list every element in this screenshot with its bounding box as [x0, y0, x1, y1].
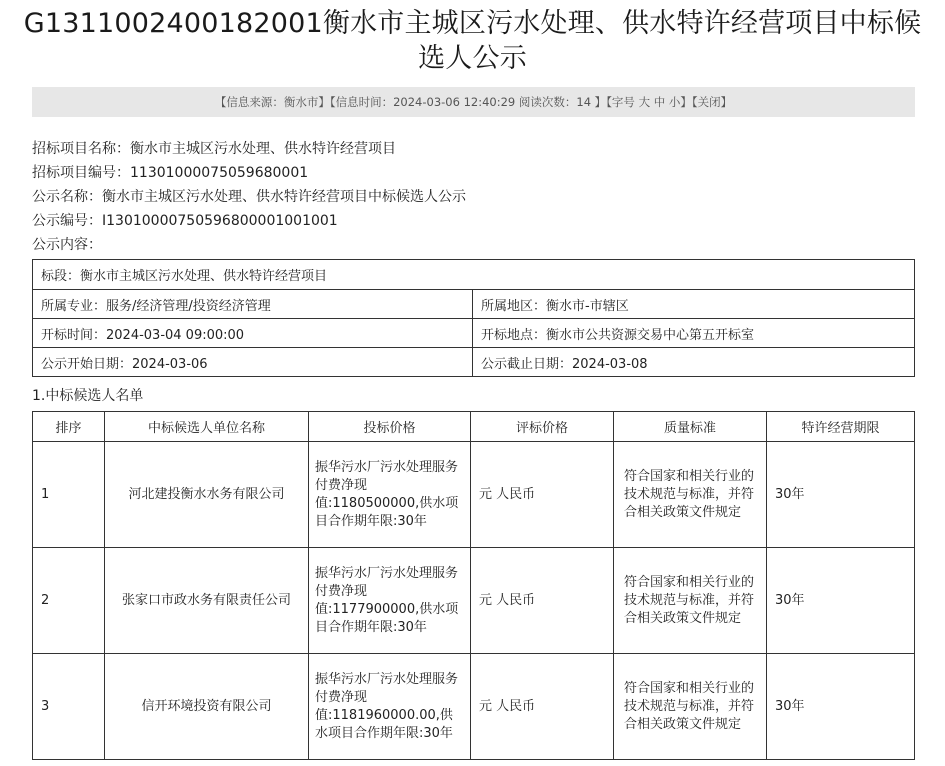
row-rank: 3: [33, 654, 105, 760]
row-bid-price: 振华污水厂污水处理服务付费净现值:1180500000,供水项目合作期年限:30年: [309, 442, 471, 548]
header-bid-price: 投标价格: [309, 412, 471, 442]
project-name: 招标项目名称：衡水市主城区污水处理、供水特许经营项目: [32, 141, 396, 157]
info-source: 【信息来源：衡水市】: [214, 95, 330, 109]
header-name: 中标候选人单位名称: [105, 412, 309, 442]
row-name: 信开环境投资有限公司: [105, 654, 309, 760]
header-eval-price: 评标价格: [471, 412, 614, 442]
row-term: 30年: [767, 548, 915, 654]
row-rank: 2: [33, 548, 105, 654]
info-bar: [32, 87, 915, 117]
row-term: 30年: [767, 442, 915, 548]
notice-code: 公示编号：I13010000750596800001001001: [32, 213, 338, 229]
segment-cell: 标段：衡水市主城区污水处理、供水特许经营项目: [33, 260, 915, 290]
info-time: 【信息时间：2024-03-06 12:40:29 阅读次数：14 】: [329, 95, 607, 109]
header-rank: 排序: [33, 412, 105, 442]
table-row: [33, 442, 915, 548]
font-size-control[interactable]: 【字号 大 中 小】: [606, 95, 692, 109]
row-quality: 符合国家和相关行业的技术规范与标准，并符合相关政策文件规定: [614, 442, 767, 548]
specialty-cell: 所属专业：服务/经济管理/投资经济管理: [33, 290, 473, 319]
close-link[interactable]: 【关闭】: [691, 95, 733, 109]
row-name: 河北建投衡水水务有限公司: [105, 442, 309, 548]
open-place-cell: 开标地点：衡水市公共资源交易中心第五开标室: [473, 319, 915, 348]
end-date-cell: 公示截止日期：2024-03-08: [473, 348, 915, 377]
region-cell: 所属地区：衡水市-市辖区: [473, 290, 915, 319]
header-quality: 质量标准: [614, 412, 767, 442]
table-header-row: [33, 412, 915, 442]
table-row: [33, 548, 915, 654]
row-bid-price: 振华污水厂污水处理服务付费净现值:1177900000,供水项目合作期年限:30年: [309, 548, 471, 654]
notice-meta: [32, 137, 915, 257]
section-info-table: [32, 259, 915, 377]
start-date-cell: 公示开始日期：2024-03-06: [33, 348, 473, 377]
open-time-cell: 开标时间：2024-03-04 09:00:00: [33, 319, 473, 348]
row-eval-price: 元 人民币: [471, 548, 614, 654]
notice-content-label: 公示内容：: [32, 237, 102, 253]
notice-name: 公示名称：衡水市主城区污水处理、供水特许经营项目中标候选人公示: [32, 189, 466, 205]
header-term: 特许经营期限: [767, 412, 915, 442]
row-eval-price: 元 人民币: [471, 654, 614, 760]
row-term: 30年: [767, 654, 915, 760]
project-code: 招标项目编号：11301000075059680001: [32, 165, 309, 181]
candidates-title: 1.中标候选人名单: [32, 388, 144, 404]
row-quality: 符合国家和相关行业的技术规范与标准，并符合相关政策文件规定: [614, 548, 767, 654]
table-row: [33, 654, 915, 760]
candidates-table: [32, 411, 915, 760]
row-rank: 1: [33, 442, 105, 548]
row-eval-price: 元 人民币: [471, 442, 614, 548]
page-title: G1311002400182001衡水市主城区污水处理、供水特许经营项目中标候选人公示: [23, 8, 922, 74]
row-quality: 符合国家和相关行业的技术规范与标准，并符合相关政策文件规定: [614, 654, 767, 760]
row-name: 张家口市政水务有限责任公司: [105, 548, 309, 654]
row-bid-price: 振华污水厂污水处理服务付费净现值:1181960000.00,供水项目合作期年限:30年: [309, 654, 471, 760]
